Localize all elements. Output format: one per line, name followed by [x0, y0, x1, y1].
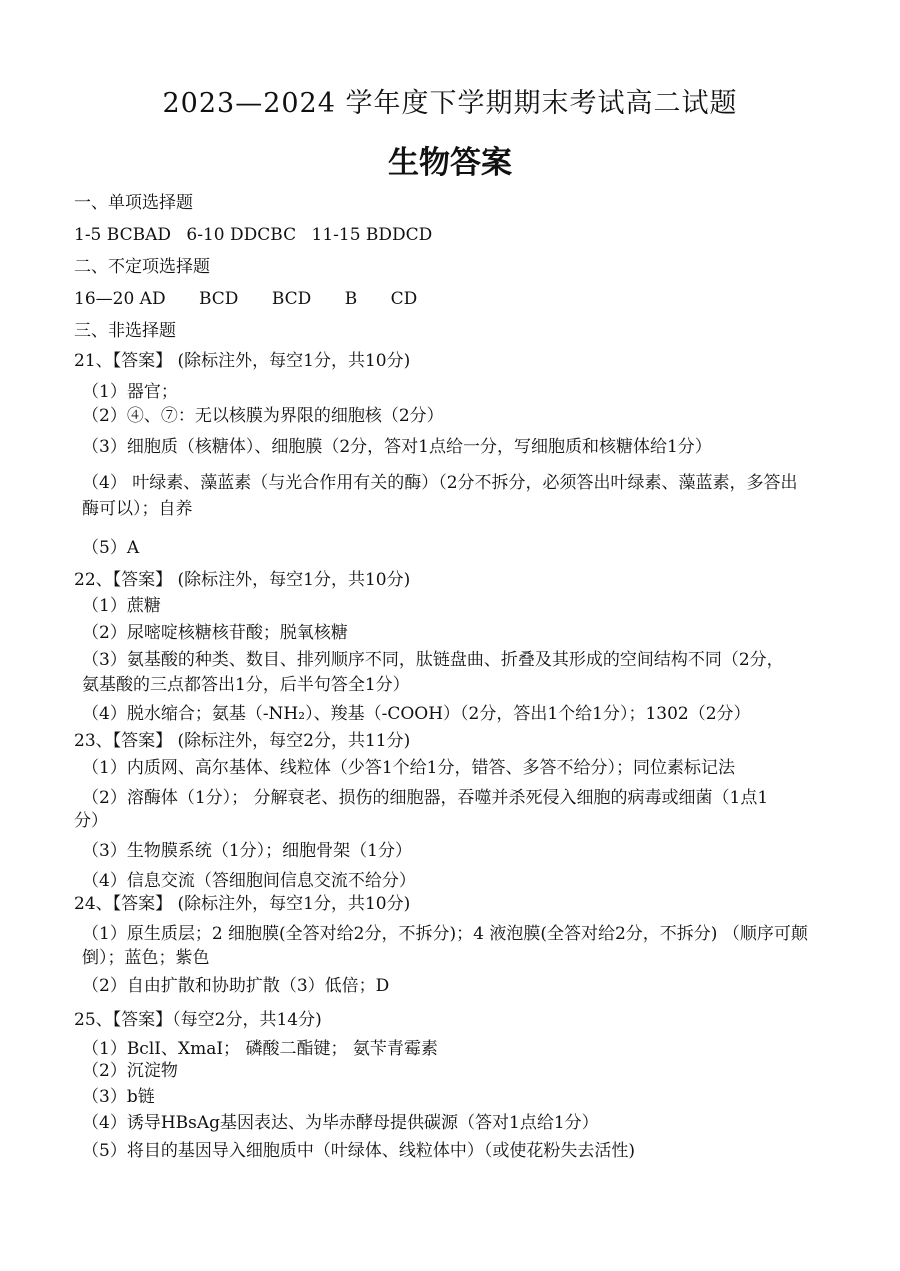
answer-line: 分） — [74, 811, 108, 831]
answer-line: （3）生物膜系统（1分）；细胞骨架（1分） — [82, 841, 412, 861]
answer-line: 倒）；蓝色；紫色 — [82, 948, 210, 968]
section-heading-non-choice: 三、非选择题 — [74, 321, 176, 341]
answer-line: （3）b链 — [82, 1087, 155, 1107]
section-heading-multiple-choice: 二、不定项选择题 — [74, 257, 210, 277]
question-23-header: 23、【答案】 (除标注外，每空2分，共11分) — [74, 731, 411, 751]
answer-group: B — [344, 289, 358, 309]
answer-line: （4）脱水缩合；氨基（-NH₂）、羧基（-COOH）（2分，答出1个给1分）；1302（2分） — [82, 704, 751, 724]
answer-group: 1-5 BCBAD — [74, 225, 171, 245]
question-24-header: 24、【答案】 (除标注外，每空1分，共10分) — [74, 894, 411, 914]
multiple-choice-answers — [74, 286, 834, 312]
answer-line: （1）BclⅠ、XmaⅠ； 磷酸二酯键； 氨苄青霉素 — [82, 1039, 438, 1059]
answer-group: 16—20 AD — [74, 289, 166, 309]
answer-line: 氨基酸的三点都答出1分，后半句答全1分） — [82, 675, 410, 695]
answer-line: （2）沉淀物 — [82, 1061, 178, 1081]
answer-group: BCD — [271, 289, 312, 309]
answer-line: （2）自由扩散和协助扩散（3）低倍；D — [82, 976, 390, 996]
answer-line: （2）溶酶体（1分）； 分解衰老、损伤的细胞器，吞噬并杀死侵入细胞的病毒或细菌（1点1 — [82, 788, 769, 808]
answer-line: （1）蔗糖 — [82, 596, 161, 616]
answer-line: （2）尿嘧啶核糖核苷酸；脱氧核糖 — [82, 623, 348, 643]
question-22-header: 22、【答案】 (除标注外，每空1分，共10分) — [74, 570, 411, 590]
answer-line: （4）诱导HBsAg基因表达、为毕赤酵母提供碳源（答对1点给1分） — [82, 1113, 599, 1133]
answer-line: （5）A — [82, 538, 140, 558]
section-heading-single-choice: 一、单项选择题 — [74, 193, 193, 213]
answer-line: （1）器官； — [82, 382, 178, 402]
subject-title: 生物答案 — [388, 145, 512, 181]
exam-title: 2023—2024 学年度下学期期末考试高二试题 — [162, 88, 738, 119]
answer-line: （1）原生质层；2 细胞膜(全答对给2分，不拆分)；4 液泡膜(全答对给2分，不拆分) （顺序可颠 — [82, 924, 808, 944]
single-choice-answers — [74, 222, 834, 248]
answer-line: （1）内质网、高尔基体、线粒体（少答1个给1分，错答、多答不给分）；同位素标记法 — [82, 758, 735, 778]
answer-line: （4） 叶绿素、藻蓝素（与光合作用有关的酶）（2分不拆分，必须答出叶绿素、藻蓝素，多答出 — [82, 473, 798, 493]
answer-group: CD — [390, 289, 418, 309]
answer-line: （3）氨基酸的种类、数目、排列顺序不同，肽链盘曲、折叠及其形成的空间结构不同（2分， — [82, 650, 784, 670]
answer-group: BCD — [198, 289, 239, 309]
answer-line: （2）④、⑦：无以核膜为界限的细胞核（2分） — [82, 406, 444, 426]
answer-group: 6-10 DDCBC — [186, 225, 297, 245]
answer-line: （3）细胞质（核糖体）、细胞膜（2分，答对1点给一分，写细胞质和核糖体给1分） — [82, 437, 712, 457]
answer-line: （5）将目的基因导入细胞质中（叶绿体、线粒体中）（或使花粉失去活性) — [82, 1141, 635, 1161]
answer-group: 11-15 BDDCD — [311, 225, 433, 245]
question-25-header: 25、【答案】（每空2分，共14分) — [74, 1010, 322, 1030]
answer-line: 酶可以）；自养 — [82, 499, 193, 519]
question-21-header: 21、【答案】 (除标注外，每空1分，共10分) — [74, 351, 411, 371]
answer-line: （4）信息交流（答细胞间信息交流不给分） — [82, 871, 416, 891]
